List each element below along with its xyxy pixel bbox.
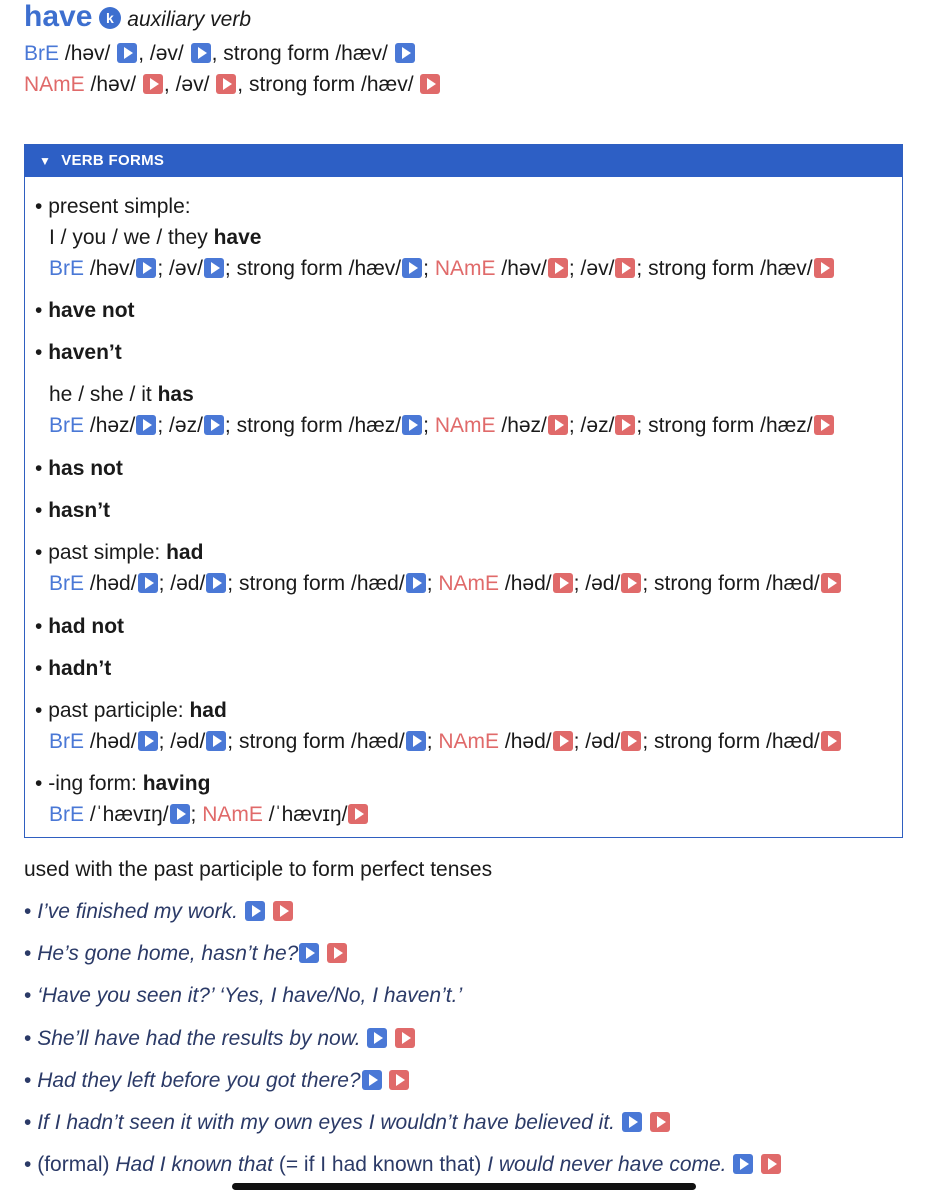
example-sentence: • Had they left before you got there? [24,1069,410,1093]
had-past-pronunciation: BrE /həd/ ; /əd/ ; strong form /hæd/ ; NAmE /həd/ ; /əd/ ; strong form /hæd/ [35,572,842,596]
bre-label: BrE [24,42,60,65]
home-indicator[interactable] [232,1183,696,1190]
play-bre-icon[interactable] [733,1154,753,1174]
past-simple-form: • past simple: had [35,541,204,564]
having-pronunciation: BrE /ˈhævɪŋ/ ; NAmE /ˈhævɪŋ/ [35,803,369,827]
play-bre-icon[interactable] [191,43,211,63]
play-bre-icon[interactable] [136,415,156,435]
present-simple-plural: I / you / we / they have [49,226,262,249]
play-name-icon[interactable] [621,573,641,593]
play-bre-icon[interactable] [395,43,415,63]
play-name-icon[interactable] [389,1070,409,1090]
play-bre-icon[interactable] [170,804,190,824]
havent-form: • haven’t [35,341,122,364]
collapse-triangle-icon[interactable]: ▼ [39,154,52,168]
play-name-icon[interactable] [761,1154,781,1174]
name-pronunciation: NAmE /həv/ , /əv/ , strong form /hæv/ [24,73,441,97]
play-name-icon[interactable] [553,573,573,593]
example-sentence: • He’s gone home, hasn’t he? [24,942,348,966]
play-bre-icon[interactable] [138,573,158,593]
verb-forms-box [24,144,903,838]
example-sentence: • ‘Have you seen it?’ ‘Yes, I have/No, I haven’t.’ [24,984,463,1007]
play-bre-icon[interactable] [117,43,137,63]
play-name-icon[interactable] [273,901,293,921]
headword-line [24,0,251,38]
headword: have [24,0,93,33]
had-pp-pronunciation: BrE /həd/ ; /əd/ ; strong form /hæd/ ; NAmE /həd/ ; /əd/ ; strong form /hæd/ [35,730,842,754]
part-of-speech: auxiliary verb [127,8,252,31]
example-sentence: • I’ve finished my work. [24,900,294,924]
play-name-icon[interactable] [548,258,568,278]
play-name-icon[interactable] [420,74,440,94]
present-simple-label: • present simple: [35,195,191,218]
play-bre-icon[interactable] [402,258,422,278]
definition: used with the past participle to form perfect tenses [24,858,493,881]
play-name-icon[interactable] [650,1112,670,1132]
play-bre-icon[interactable] [245,901,265,921]
play-name-icon[interactable] [814,415,834,435]
name-label: NAmE [24,73,85,96]
play-name-icon[interactable] [327,943,347,963]
play-name-icon[interactable] [821,731,841,751]
has-not-form: • has not [35,457,123,480]
verb-forms-header[interactable]: ▼ VERB FORMS [25,145,902,177]
play-bre-icon[interactable] [138,731,158,751]
register-label: (formal) [37,1153,110,1176]
gloss: (= if I had known that) [278,1153,482,1176]
bre-pronunciation: BrE /həv/ , /əv/ , strong form /hæv/ [24,42,416,66]
example-sentence-formal: • (formal) Had I known that (= if I had known that) I would never have come. [24,1153,782,1177]
has-pronunciation: BrE /həz/ ; /əz/ ; strong form /hæz/ ; NAmE /həz/ ; /əz/ ; strong form /hæz/ [35,414,835,438]
play-name-icon[interactable] [814,258,834,278]
play-name-icon[interactable] [143,74,163,94]
play-name-icon[interactable] [348,804,368,824]
play-name-icon[interactable] [548,415,568,435]
play-bre-icon[interactable] [206,573,226,593]
example-sentence: • She’ll have had the results by now. [24,1027,416,1051]
play-bre-icon[interactable] [622,1112,642,1132]
play-bre-icon[interactable] [367,1028,387,1048]
key-icon[interactable]: k [99,7,121,29]
play-bre-icon[interactable] [204,415,224,435]
play-bre-icon[interactable] [406,731,426,751]
play-name-icon[interactable] [216,74,236,94]
hasnt-form: • hasn’t [35,499,111,522]
play-bre-icon[interactable] [136,258,156,278]
play-name-icon[interactable] [553,731,573,751]
play-name-icon[interactable] [615,258,635,278]
play-name-icon[interactable] [621,731,641,751]
play-bre-icon[interactable] [204,258,224,278]
play-name-icon[interactable] [615,415,635,435]
present-simple-singular: he / she / it has [49,383,194,406]
past-participle-form: • past participle: had [35,699,227,722]
hadnt-form: • hadn’t [35,657,112,680]
example-sentence: • If I hadn’t seen it with my own eyes I wouldn’t have believed it. [24,1111,671,1135]
play-name-icon[interactable] [395,1028,415,1048]
play-bre-icon[interactable] [402,415,422,435]
have-not-form: • have not [35,299,135,322]
play-bre-icon[interactable] [362,1070,382,1090]
have-pronunciation: BrE /həv/ ; /əv/ ; strong form /hæv/ ; NAmE /həv/ ; /əv/ ; strong form /hæv/ [35,257,835,281]
play-bre-icon[interactable] [406,573,426,593]
play-name-icon[interactable] [821,573,841,593]
play-bre-icon[interactable] [206,731,226,751]
had-not-form: • had not [35,615,125,638]
play-bre-icon[interactable] [299,943,319,963]
ing-form: • -ing form: having [35,772,211,795]
